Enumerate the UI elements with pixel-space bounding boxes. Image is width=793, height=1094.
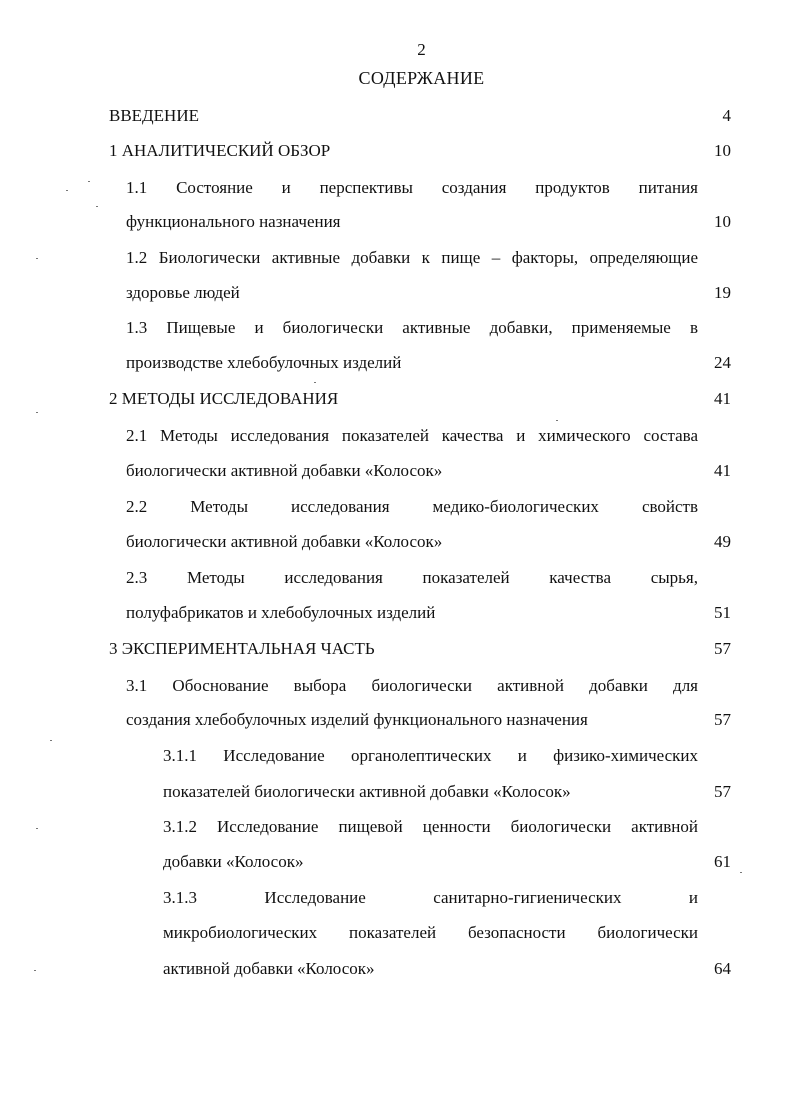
toc-entry-3-line-1: 3 ЭКСПЕРИМЕНТАЛЬНАЯ ЧАСТЬ (109, 639, 375, 658)
toc-entry-3-1-1-line-1: 3.1.1 Исследование органолептических и физико-химических (163, 746, 698, 765)
scan-speck (88, 181, 90, 182)
page-number: 2 (417, 40, 426, 59)
toc-entry-1-2-page: 19 (714, 283, 731, 302)
scan-speck (34, 970, 36, 971)
toc-entry-3-1-1-page: 57 (714, 782, 731, 801)
toc-entry-1-3-page: 24 (714, 353, 731, 372)
scan-speck (36, 412, 38, 413)
scan-speck (96, 206, 98, 207)
scan-speck (36, 828, 38, 829)
toc-entry-1-1-line-1: 1.1 Состояние и перспективы создания продуктов питания (126, 178, 698, 197)
toc-entry-1-1-page: 10 (714, 212, 731, 231)
toc-entry-3-1-3-page: 64 (714, 959, 731, 978)
scan-speck (740, 872, 742, 873)
toc-entry-3-1-3-line-2: микробиологических показателей безопасности биологически (163, 923, 698, 942)
toc-entry-2-2-line-2: биологически активной добавки «Колосок» (126, 532, 443, 551)
toc-entry-1-3-line-2: производстве хлебобулочных изделий (126, 353, 402, 372)
toc-entry-1-page: 10 (714, 141, 731, 160)
toc-entry-3-1-line-1: 3.1 Обоснование выбора биологически активной добавки для (126, 676, 698, 695)
toc-entry-2-line-1: 2 МЕТОДЫ ИССЛЕДОВАНИЯ (109, 389, 339, 408)
toc-entry-2-3-page: 51 (714, 603, 731, 622)
scan-speck (556, 420, 558, 421)
toc-entry-2-1-page: 41 (714, 461, 731, 480)
scan-speck (66, 190, 68, 191)
toc-entry-1-1-line-2: функционального назначения (126, 212, 341, 231)
page-title: СОДЕРЖАНИЕ (358, 68, 485, 88)
toc-entry-3-1-3-line-1: 3.1.3 Исследование санитарно-гигиенических и (163, 888, 698, 907)
toc-entry-1-3-line-1: 1.3 Пищевые и биологически активные добавки, применяемые в (126, 318, 698, 337)
toc-entry-3-1-2-line-2: добавки «Колосок» (163, 852, 304, 871)
toc-entry-3-1-line-2: создания хлебобулочных изделий функционального назначения (126, 710, 588, 729)
toc-entry-2-2-page: 49 (714, 532, 731, 551)
toc-entry-2-1-line-2: биологически активной добавки «Колосок» (126, 461, 443, 480)
toc-entry-3-1-2-line-1: 3.1.2 Исследование пищевой ценности биологически активной (163, 817, 698, 836)
toc-entry-2-1-line-1: 2.1 Методы исследования показателей качества и химического состава (126, 426, 698, 445)
toc-entry-2-3-line-2: полуфабрикатов и хлебобулочных изделий (126, 603, 436, 622)
scan-speck (314, 382, 316, 383)
toc-entry-intro-page: 4 (722, 106, 731, 125)
toc-entry-intro-line-1: ВВЕДЕНИЕ (109, 106, 199, 125)
scan-speck (36, 258, 38, 259)
scan-speck (50, 740, 52, 741)
toc-entry-3-1-2-page: 61 (714, 852, 731, 871)
toc-entry-3-1-1-line-2: показателей биологически активной добавки «Колосок» (163, 782, 571, 801)
toc-entry-3-1-page: 57 (714, 710, 731, 729)
toc-entry-1-2-line-2: здоровье людей (126, 283, 240, 302)
toc-entry-2-page: 41 (714, 389, 731, 408)
toc-entry-2-2-line-1: 2.2 Методы исследования медико-биологических свойств (126, 497, 698, 516)
toc-entry-2-3-line-1: 2.3 Методы исследования показателей качества сырья, (126, 568, 698, 587)
toc-entry-3-1-3-line-3: активной добавки «Колосок» (163, 959, 375, 978)
toc-entry-1-2-line-1: 1.2 Биологически активные добавки к пище – факторы, определяющие (126, 248, 698, 267)
toc-entry-1-line-1: 1 АНАЛИТИЧЕСКИЙ ОБЗОР (109, 141, 331, 160)
toc-entry-3-page: 57 (714, 639, 731, 658)
